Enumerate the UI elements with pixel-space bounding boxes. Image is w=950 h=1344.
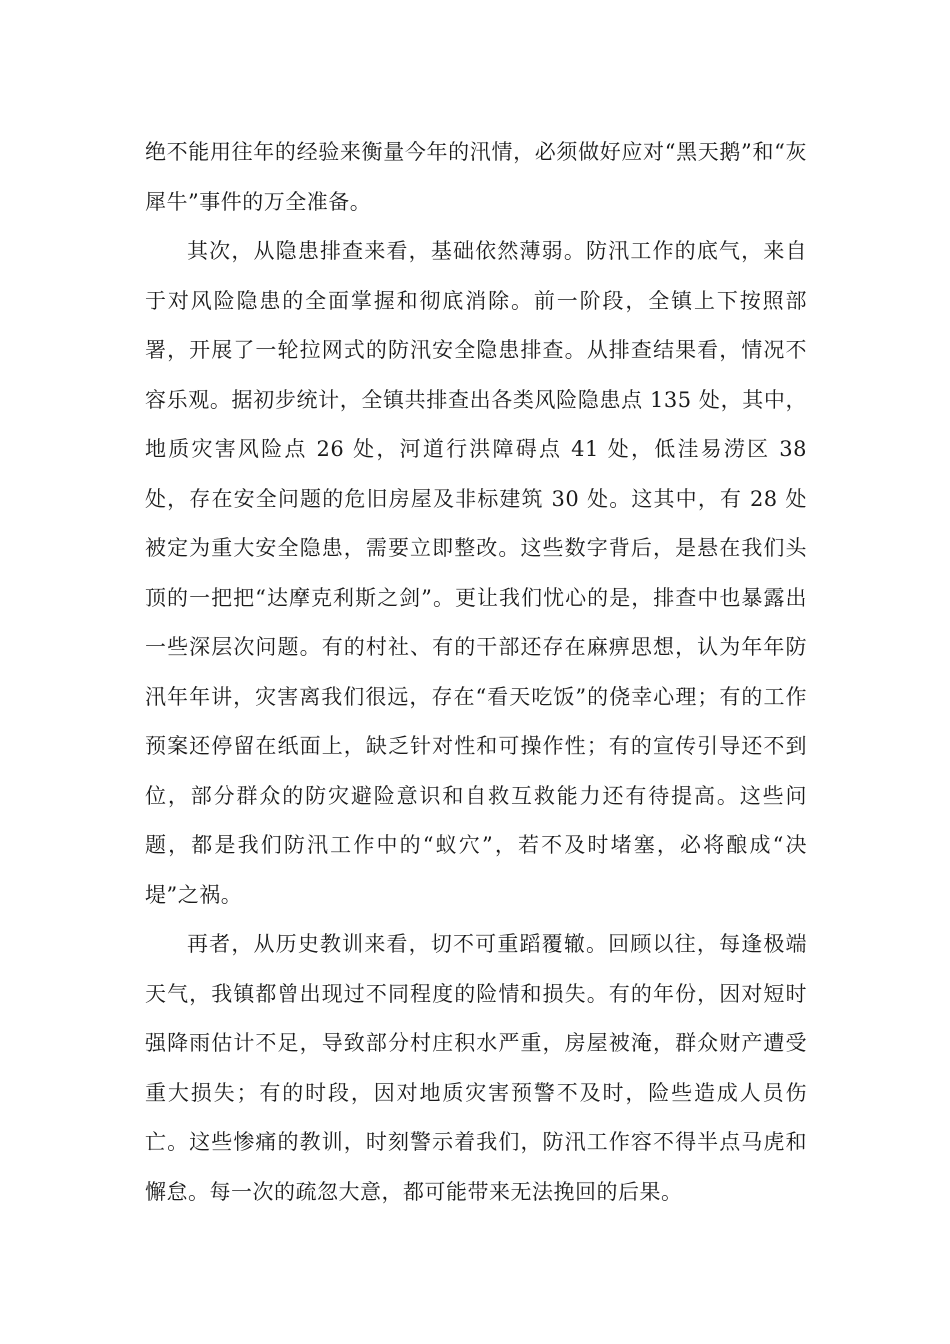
paragraph-hazard-inspection: 其次，从隐患排查来看，基础依然薄弱。防汛工作的底气，来自于对风险隐患的全面掌握和彻底消除。前一阶段，全镇上下按照部署，开展了一轮拉网式的防汛安全隐患排查。从排查结果看，情况不容乐观。据初步统计，全镇共排查出各类风险隐患点 135 处，其中，地质灾害风险点 26 处，河道行洪障碍点 41 处，低洼易涝区 38 处，存在安全问题的危旧房屋及非标建筑 30 处。这其中，有 28 处被定为重大安全隐患，需要立即整改。这些数字背后，是悬在我们头顶的一把把“达摩克利斯之剑”。更让我们忧心的是，排查中也暴露出一些深层次问题。有的村社、有的干部还存在麻痹思想，认为年年防汛年年讲，灾害离我们很远，存在“看天吃饭”的侥幸心理；有的工作预案还停留在纸面上，缺乏针对性和可操作性；有的宣传引导还不到位，部分群众的防灾避险意识和自救互救能力还有待提高。这些问题，都是我们防汛工作中的“蚁穴”，若不及时堵塞，必将酿成“决堤”之祸。	[145, 239, 807, 907]
paragraph-historical-lessons: 再者，从历史教训来看，切不可重蹈覆辙。回顾以往，每逢极端天气，我镇都曾出现过不同程度的险情和损失。有的年份，因对短时强降雨估计不足，导致部分村庄积水严重，房屋被淹，群众财产遭受重大损失；有的时段，因对地质灾害预警不及时，险些造成人员伤亡。这些惨痛的教训，时刻警示着我们，防汛工作容不得半点马虎和懈怠。每一次的疏忽大意，都可能带来无法挽回的后果。	[145, 932, 807, 1204]
paragraph-continuation: 绝不能用往年的经验来衡量今年的汛情，必须做好应对“黑天鹅”和“灰犀牛”事件的万全准备。	[145, 140, 807, 214]
document-body	[145, 128, 807, 1217]
